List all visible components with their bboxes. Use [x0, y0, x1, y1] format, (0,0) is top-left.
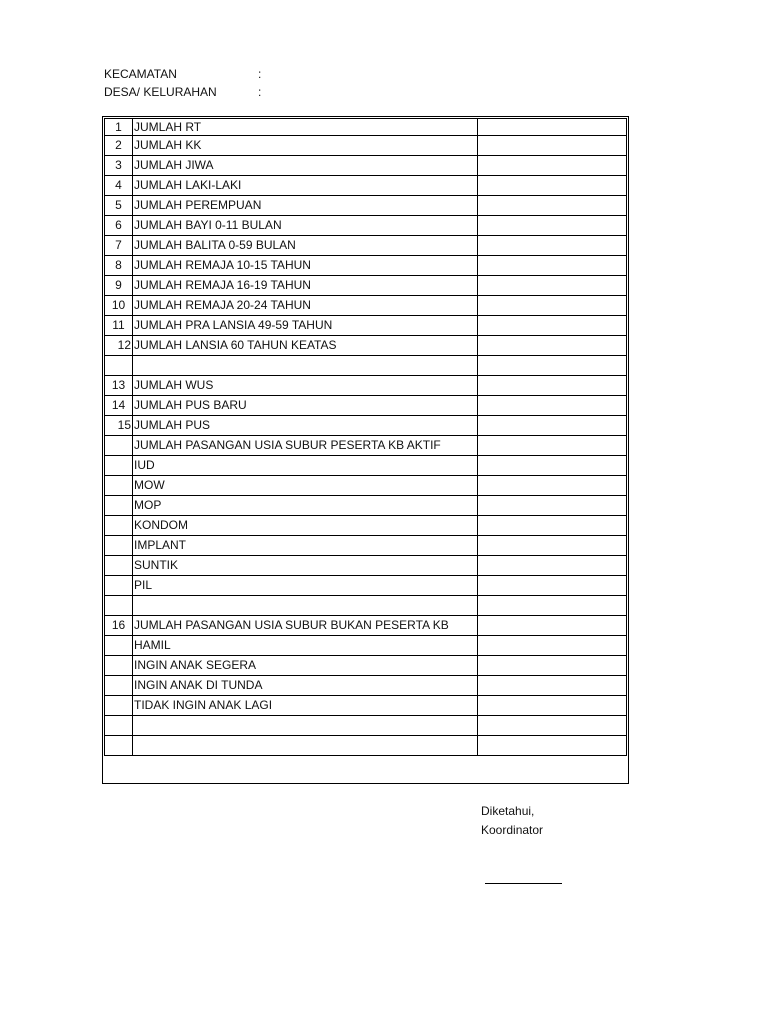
row-value: [478, 316, 627, 336]
row-number: [105, 636, 133, 656]
desa-colon: :: [258, 85, 262, 99]
row-value: [478, 236, 627, 256]
row-value: [478, 276, 627, 296]
row-description: INGIN ANAK SEGERA: [133, 656, 478, 676]
table-row: [105, 276, 627, 296]
row-description: JUMLAH RT: [133, 119, 478, 136]
table-row: [105, 656, 627, 676]
row-description: JUMLAH BALITA 0-59 BULAN: [133, 236, 478, 256]
row-description: KONDOM: [133, 516, 478, 536]
row-number: [105, 456, 133, 476]
row-description: HAMIL: [133, 636, 478, 656]
row-description: JUMLAH LANSIA 60 TAHUN KEATAS: [133, 336, 478, 356]
row-value: [478, 119, 627, 136]
row-value: [478, 356, 627, 376]
table-row: [105, 536, 627, 556]
row-value: [478, 296, 627, 316]
table-row: [105, 176, 627, 196]
table-row: [105, 356, 627, 376]
row-number: [105, 536, 133, 556]
table-row: [105, 296, 627, 316]
row-number: [105, 516, 133, 536]
row-number: 15: [105, 416, 133, 436]
row-description: JUMLAH LAKI-LAKI: [133, 176, 478, 196]
row-value: [478, 516, 627, 536]
row-number: 14: [105, 396, 133, 416]
signature-diketahui: Diketahui,: [481, 804, 535, 818]
table-row: [105, 736, 627, 756]
table-row: [105, 156, 627, 176]
signature-koordinator: Koordinator: [481, 823, 544, 837]
row-number: 10: [105, 296, 133, 316]
row-description: [133, 736, 478, 756]
table-row: [105, 596, 627, 616]
row-value: [478, 616, 627, 636]
table-row: [105, 696, 627, 716]
row-value: [478, 676, 627, 696]
row-value: [478, 556, 627, 576]
row-number: [105, 656, 133, 676]
table-row: [105, 556, 627, 576]
row-number: 7: [105, 236, 133, 256]
row-number: 11: [105, 316, 133, 336]
row-value: [478, 376, 627, 396]
row-description: SUNTIK: [133, 556, 478, 576]
table-row: [105, 236, 627, 256]
signature-line: [485, 883, 562, 884]
row-description: JUMLAH PUS BARU: [133, 396, 478, 416]
row-number: [105, 356, 133, 376]
kecamatan-colon: :: [258, 67, 262, 81]
table-row: [105, 396, 627, 416]
row-description: JUMLAH PEREMPUAN: [133, 196, 478, 216]
desa-field: [104, 84, 261, 100]
row-value: [478, 416, 627, 436]
row-number: 6: [105, 216, 133, 236]
row-value: [478, 636, 627, 656]
row-description: JUMLAH KK: [133, 136, 478, 156]
row-number: [105, 496, 133, 516]
table-row: [105, 456, 627, 476]
table-row: [105, 676, 627, 696]
row-value: [478, 196, 627, 216]
table-row: [105, 316, 627, 336]
row-description: [133, 356, 478, 376]
row-description: [133, 596, 478, 616]
row-number: [105, 736, 133, 756]
table-row: [105, 516, 627, 536]
row-description: TIDAK INGIN ANAK LAGI: [133, 696, 478, 716]
table-row: [105, 136, 627, 156]
row-number: [105, 436, 133, 456]
row-description: JUMLAH JIWA: [133, 156, 478, 176]
table-row: [105, 216, 627, 236]
row-value: [478, 696, 627, 716]
table-row: [105, 336, 627, 356]
desa-label: DESA/ KELURAHAN: [104, 85, 217, 99]
row-number: 16: [105, 616, 133, 636]
row-number: [105, 476, 133, 496]
table-row: [105, 636, 627, 656]
row-number: 5: [105, 196, 133, 216]
row-value: [478, 456, 627, 476]
row-description: IMPLANT: [133, 536, 478, 556]
data-table: [104, 118, 627, 756]
row-number: [105, 696, 133, 716]
row-number: 1: [105, 119, 133, 136]
table-row: [105, 496, 627, 516]
row-value: [478, 476, 627, 496]
row-description: JUMLAH REMAJA 20-24 TAHUN: [133, 296, 478, 316]
row-value: [478, 216, 627, 236]
table-row: [105, 576, 627, 596]
row-value: [478, 176, 627, 196]
row-description: JUMLAH PRA LANSIA 49-59 TAHUN: [133, 316, 478, 336]
row-description: MOW: [133, 476, 478, 496]
row-description: JUMLAH PASANGAN USIA SUBUR PESERTA KB AKTIF: [133, 436, 478, 456]
row-number: 13: [105, 376, 133, 396]
row-number: [105, 716, 133, 736]
row-number: 12: [105, 336, 133, 356]
row-description: PIL: [133, 576, 478, 596]
row-number: [105, 576, 133, 596]
row-value: [478, 736, 627, 756]
table-row: [105, 476, 627, 496]
table-row: [105, 616, 627, 636]
table-row: [105, 196, 627, 216]
table-row: [105, 256, 627, 276]
row-value: [478, 596, 627, 616]
data-table-frame: [102, 116, 629, 784]
row-value: [478, 396, 627, 416]
kecamatan-label: KECAMATAN: [104, 67, 177, 81]
kecamatan-field: [104, 66, 261, 82]
row-description: MOP: [133, 496, 478, 516]
row-number: 8: [105, 256, 133, 276]
row-value: [478, 716, 627, 736]
row-value: [478, 136, 627, 156]
row-description: JUMLAH PASANGAN USIA SUBUR BUKAN PESERTA KB: [133, 616, 478, 636]
row-value: [478, 536, 627, 556]
row-description: JUMLAH REMAJA 16-19 TAHUN: [133, 276, 478, 296]
row-description: IUD: [133, 456, 478, 476]
row-value: [478, 436, 627, 456]
row-description: JUMLAH WUS: [133, 376, 478, 396]
row-number: [105, 596, 133, 616]
row-value: [478, 656, 627, 676]
row-number: 9: [105, 276, 133, 296]
table-row: [105, 376, 627, 396]
row-description: JUMLAH BAYI 0-11 BULAN: [133, 216, 478, 236]
row-value: [478, 336, 627, 356]
row-description: JUMLAH PUS: [133, 416, 478, 436]
row-description: JUMLAH REMAJA 10-15 TAHUN: [133, 256, 478, 276]
row-description: INGIN ANAK DI TUNDA: [133, 676, 478, 696]
row-value: [478, 576, 627, 596]
row-number: [105, 676, 133, 696]
data-table-body: [105, 119, 627, 756]
row-description: [133, 716, 478, 736]
row-number: [105, 556, 133, 576]
row-value: [478, 496, 627, 516]
row-number: 2: [105, 136, 133, 156]
table-row: [105, 416, 627, 436]
table-row: [105, 716, 627, 736]
table-row: [105, 119, 627, 136]
row-number: 3: [105, 156, 133, 176]
table-row: [105, 436, 627, 456]
row-value: [478, 156, 627, 176]
row-value: [478, 256, 627, 276]
row-number: 4: [105, 176, 133, 196]
